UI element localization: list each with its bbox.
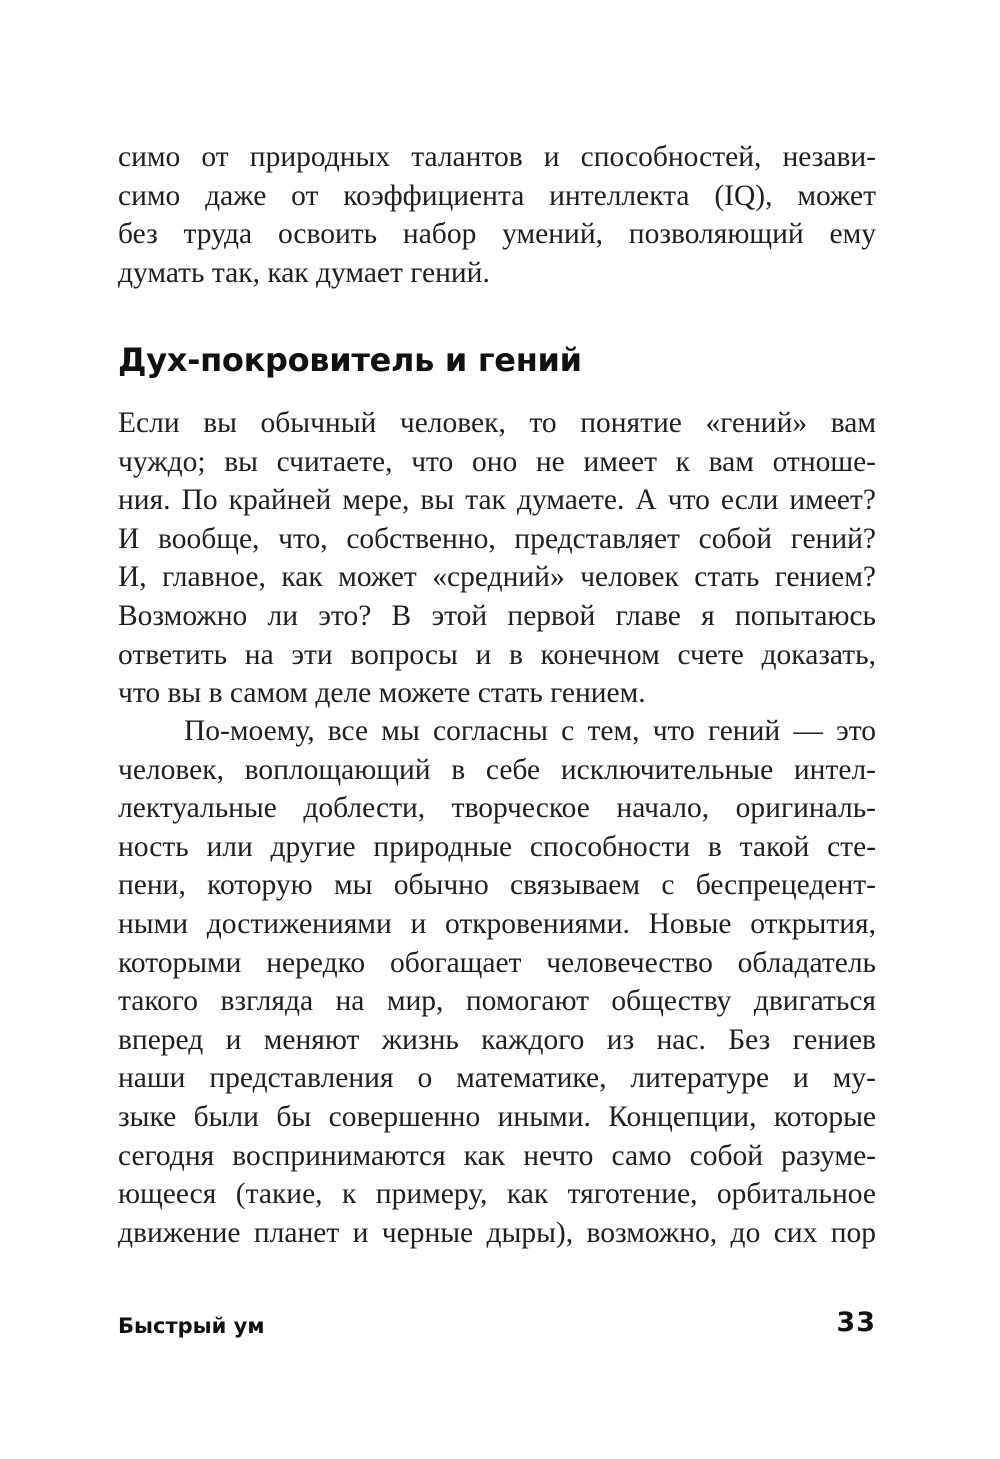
text-line: симо от природных талантов и способностей, незави- bbox=[118, 141, 876, 173]
text-line: Возможно ли это? В этой первой главе я попытаюсь bbox=[118, 599, 876, 632]
text-line: без труда освоить набор умений, позволяющий ему bbox=[118, 218, 876, 251]
text-line: ными достижениями и откровениями. Новые открытия, bbox=[118, 907, 876, 940]
section-paragraph-2 bbox=[118, 712, 876, 1252]
section-heading: Дух-покровитель и гений bbox=[118, 341, 582, 379]
text-line: И вообще, что, собственно, представляет собой гений? bbox=[118, 522, 876, 555]
text-line: наши представления о математике, литературе и му- bbox=[118, 1062, 876, 1095]
text-line: ответить на эти вопросы и в конечном счете доказать, bbox=[118, 638, 876, 671]
text-line: По-моему, все мы согласны с тем, что гений — это bbox=[184, 715, 876, 747]
text-line: такого взгляда на мир, помогают обществу двигаться bbox=[118, 985, 876, 1018]
section-paragraph-1 bbox=[118, 404, 876, 713]
text-line: сегодня воспринимаются как нечто само собой разуме- bbox=[118, 1139, 876, 1172]
text-line: думать так, как думает гений. bbox=[118, 256, 490, 289]
text-line: пени, которую мы обычно связываем с беспрецедент- bbox=[118, 869, 876, 902]
text-line: ющееся (такие, к примеру, как тяготение, орбитальное bbox=[118, 1178, 876, 1211]
text-line: движение планет и черные дыры), возможно, до сих пор bbox=[118, 1216, 876, 1249]
text-line: чуждо; вы считаете, что оно не имеет к вам отноше- bbox=[118, 445, 876, 478]
text-line: которыми нередко обогащает человечество обладатель bbox=[118, 946, 876, 979]
text-line: ность или другие природные способности в такой сте- bbox=[118, 830, 876, 863]
text-line: зыке были бы совершенно иными. Концепции, которые bbox=[118, 1100, 876, 1133]
text-line: ния. По крайней мере, вы так думаете. А что если имеет? bbox=[118, 484, 876, 517]
running-footer-book-title: Быстрый ум bbox=[118, 1314, 265, 1338]
text-line: Если вы обычный человек, то понятие «гений» вам bbox=[118, 407, 876, 439]
intro-paragraph bbox=[118, 138, 876, 292]
text-line: вперед и меняют жизнь каждого из нас. Без гениев bbox=[118, 1023, 876, 1056]
page-number: 33 bbox=[836, 1307, 876, 1338]
text-line: человек, воплощающий в себе исключительные интел- bbox=[118, 753, 876, 786]
text-line: симо даже от коэффициента интеллекта (IQ), может bbox=[118, 179, 876, 212]
text-line: что вы в самом деле можете стать гением. bbox=[118, 677, 646, 710]
text-line: лектуальные доблести, творческое начало, оригиналь- bbox=[118, 792, 876, 825]
text-line: И, главное, как может «средний» человек стать гением? bbox=[118, 561, 876, 594]
